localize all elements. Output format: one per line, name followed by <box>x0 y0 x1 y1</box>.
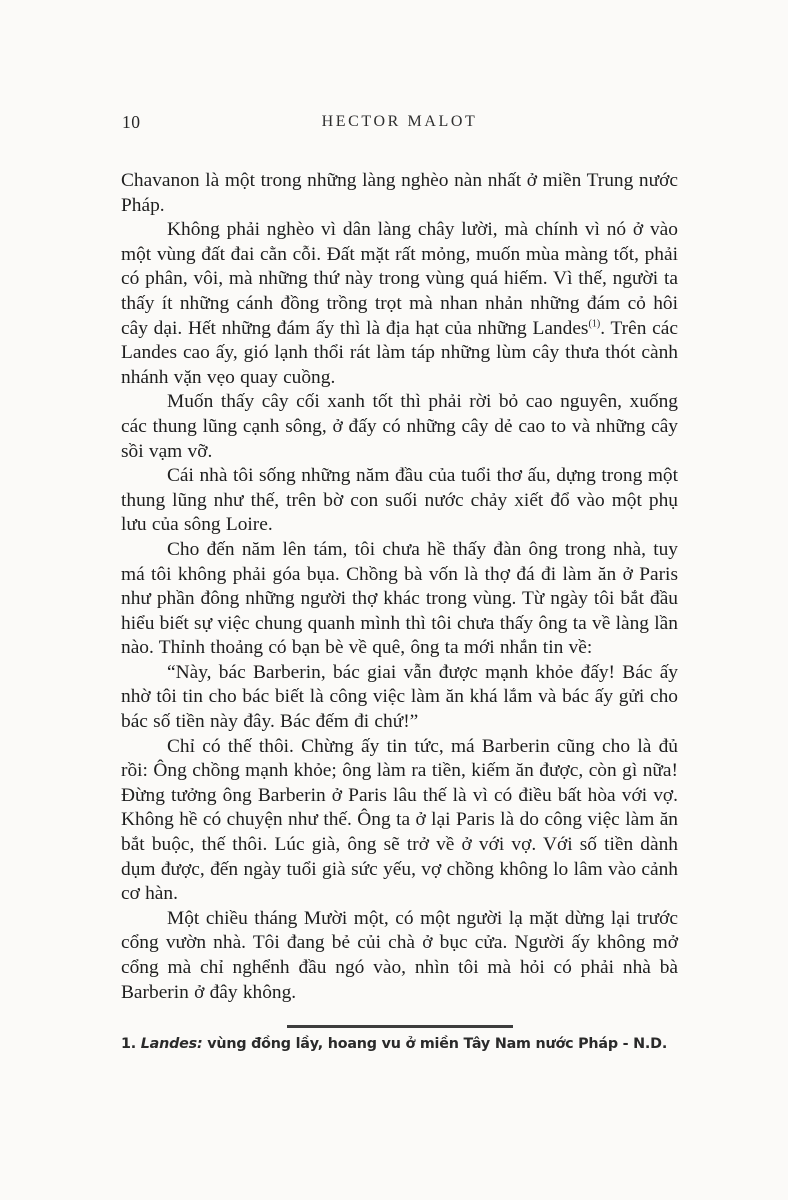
paragraph-text: Chỉ có thế thôi. Chừng ấy tin tức, má Barberin cũng cho là đủ rồi: Ông chồng mạnh khỏe; ông làm ra tiền, kiếm ăn được, còn gì nữa! Đừng tưởng ông Barberin ở Paris lâu thế là vì có điều bất hòa với vợ. Không hề có chuyện như thế. Ông ta ở lại Paris là do công việc làm ăn bắt buộc, thế thôi. Lúc già, ông sẽ trở về ở với vợ. Với số tiền dành dụm được, đến ngày tuổi già sức yếu, vợ chồng không lo lâm vào cảnh cơ hàn. <box>121 735 678 905</box>
footnote-term: Landes: <box>140 1036 203 1053</box>
text-column <box>121 112 678 1052</box>
paragraph <box>121 390 678 464</box>
paragraph-text: Cái nhà tôi sống những năm đầu của tuổi thơ ấu, dựng trong một thung lũng như thế, trên bờ con suối nước chảy xiết đổ vào một phụ lưu của sông Loire. <box>121 465 678 536</box>
page-number: 10 <box>122 112 141 132</box>
footnote-separator <box>287 1025 513 1028</box>
paragraph <box>121 735 678 907</box>
paragraph-text: . Trên các Landes cao ấy, gió lạnh thổi rát làm táp những lùm cây thưa thót cành nhánh vặn vẹo quay cuồng. <box>121 317 678 388</box>
paragraph-text: Cho đến năm lên tám, tôi chưa hề thấy đàn ông trong nhà, tuy má tôi không phải góa bụa. Chồng bà vốn là thợ đá đi làm ăn ở Paris như phần đông những người thợ khác trong vùng. Từ ngày tôi bắt đầu hiểu biết sự việc chung quanh mình thì tôi chưa thấy ông ta về làng lần nào. Thỉnh thoảng có bạn bè về quê, ông ta mới nhắn tin về: <box>121 538 678 659</box>
paragraph <box>121 464 678 538</box>
body-text <box>121 169 678 1005</box>
paragraph-text: Không phải nghèo vì dân làng chây lười, mà chính vì nó ở vào một vùng đất đai cằn cỗi. Đất mặt rất mỏng, muốn mùa màng tốt, phải có phân, vôi, mà những thứ này trong vùng quá hiếm. Vì thế, người ta thấy ít những cánh đồng trồng trọt mà nhan nhản những đám cỏ hôi cây dại. Hết những đám ấy thì là địa hạt của những Landes <box>121 219 678 339</box>
paragraph <box>121 169 678 218</box>
paragraph-text: “Này, bác Barberin, bác giai vẫn được mạnh khỏe đấy! Bác ấy nhờ tôi tin cho bác biết là công việc làm ăn khá lắm và bác ấy gửi cho bác số tiền này đây. Bác đếm đi chứ!” <box>121 661 678 733</box>
paragraph-text: Muốn thấy cây cối xanh tốt thì phải rời bỏ cao nguyên, xuống các thung lũng cạnh sông, ở đấy có những cây dẻ cao to và những cây sồi vạm vỡ. <box>121 391 678 462</box>
paragraph <box>121 538 678 661</box>
paragraph-text: Một chiều tháng Mười một, có một người lạ mặt dừng lại trước cổng vườn nhà. Tôi đang bẻ củi chà ở bục cửa. Người ấy không mở cổng mà chỉ nghểnh đầu ngó vào, nhìn tôi mà hỏi có phải nhà bà Barberin ở đây không. <box>121 907 678 1003</box>
paragraph-dialogue <box>121 661 678 735</box>
paragraph <box>121 218 678 390</box>
footnote-marker: 1. <box>121 1036 141 1053</box>
paragraph-text: Chavanon là một trong những làng nghèo nàn nhất ở miền Trung nước Pháp. <box>121 170 678 216</box>
paragraph <box>121 907 678 1005</box>
footnote-text: vùng đồng lầy, hoang vu ở miền Tây Nam nước Pháp - N.D. <box>202 1036 668 1053</box>
running-title: HECTOR MALOT <box>321 113 478 130</box>
footnote-reference: (1) <box>588 318 601 330</box>
footnote <box>121 1036 678 1052</box>
running-head <box>121 112 678 138</box>
